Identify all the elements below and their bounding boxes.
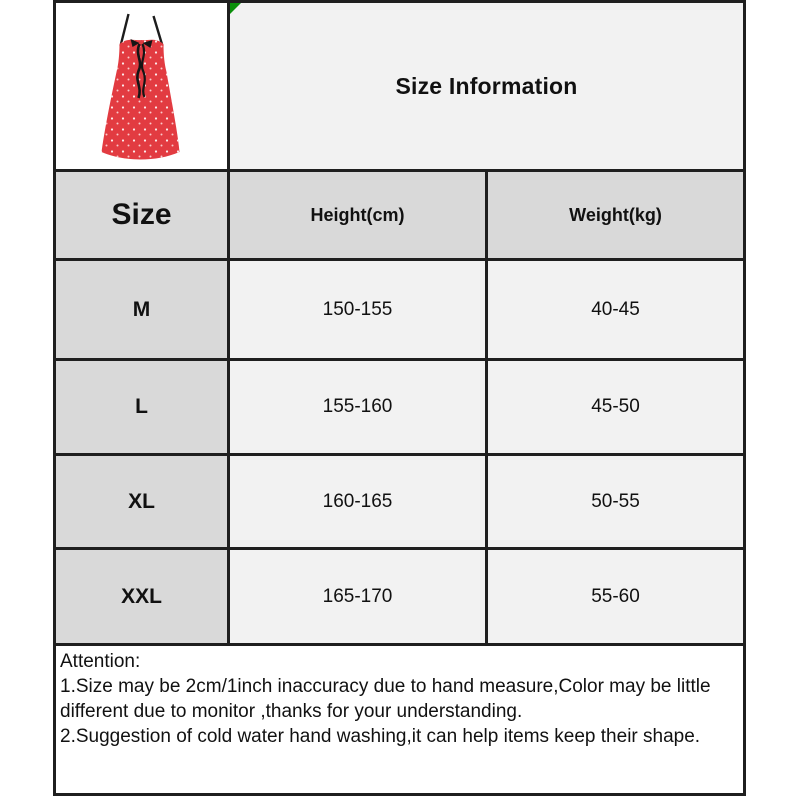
cell-error-marker: [230, 3, 241, 14]
weight-range-m: 40-45: [488, 261, 743, 358]
attention-line-3: 2.Suggestion of cold water hand washing,it can help items keep their shape.: [60, 726, 701, 747]
attention-note: [56, 646, 743, 793]
product-image-cell: [56, 3, 227, 169]
size-label-xl: XL: [56, 456, 227, 547]
size-table: [53, 0, 746, 796]
size-label-m: M: [56, 261, 227, 358]
attention-heading: Attention:: [60, 651, 141, 672]
weight-column-header: Weight(kg): [488, 172, 743, 258]
height-column-header: Height(cm): [230, 172, 485, 258]
size-label-xxl: XXL: [56, 550, 227, 643]
size-label-l: L: [56, 361, 227, 453]
page-title: Size Information: [395, 72, 578, 99]
dress-dots: [102, 40, 180, 160]
size-column-header: Size: [56, 172, 227, 258]
height-range-m: 150-155: [230, 261, 485, 358]
title-cell: [230, 3, 743, 169]
weight-range-xxl: 55-60: [488, 550, 743, 643]
attention-line-2: different due to monitor ,thanks for your understanding.: [60, 701, 523, 722]
dress-image: [74, 6, 209, 166]
height-range-l: 155-160: [230, 361, 485, 453]
weight-range-xl: 50-55: [488, 456, 743, 547]
height-range-xxl: 165-170: [230, 550, 485, 643]
weight-range-l: 45-50: [488, 361, 743, 453]
attention-line-1: 1.Size may be 2cm/1inch inaccuracy due to hand measure,Color may be little: [60, 676, 711, 697]
height-range-xl: 160-165: [230, 456, 485, 547]
